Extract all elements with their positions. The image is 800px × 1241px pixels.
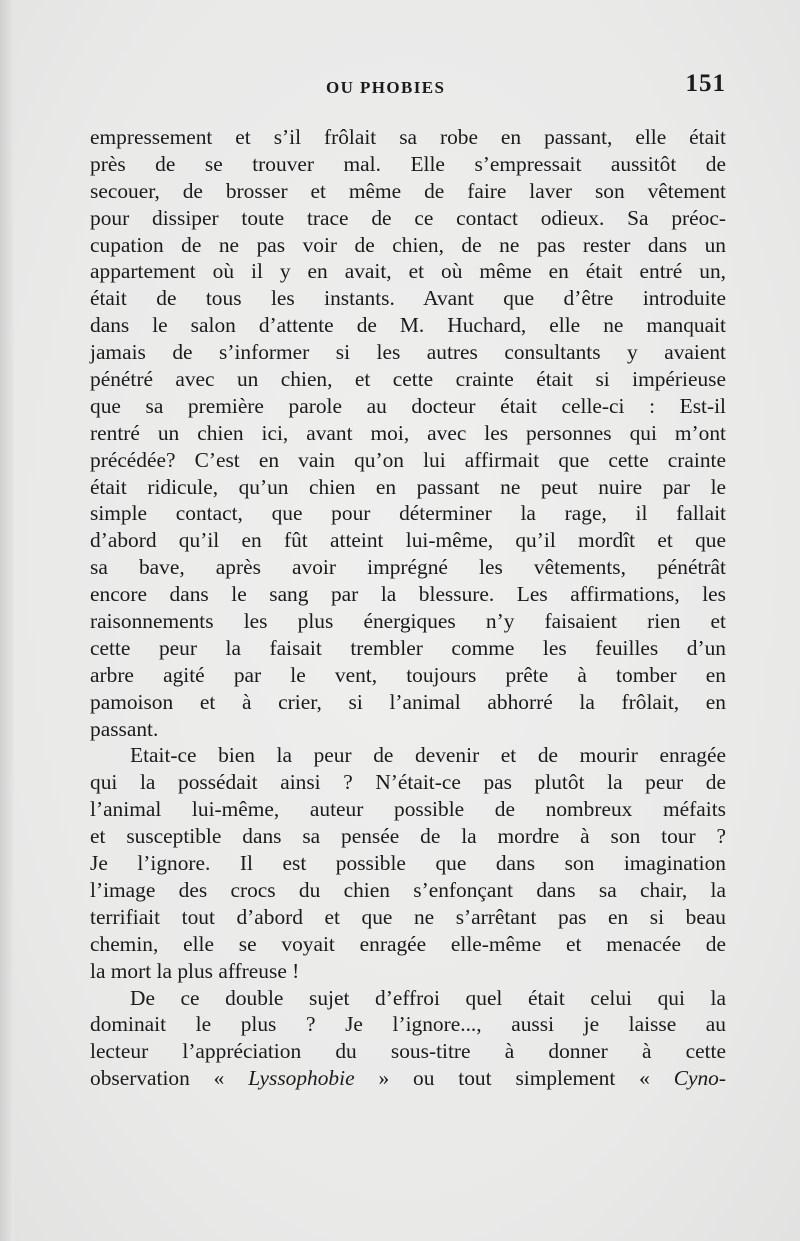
text-line: Je l’ignore. Il est possible que dans son imagination (90, 851, 726, 876)
text-line: terrifiait tout d’abord et que ne s’arrêtant pas en si beau (90, 904, 726, 929)
text-line: Etait-ce bien la peur de devenir et de mourir enragée (130, 743, 726, 768)
text-line: pamoison et à crier, si l’animal abhorré la frôlait, en (90, 689, 726, 714)
text-line: cupation de ne pas voir de chien, de ne pas rester dans un (90, 232, 726, 257)
text-line: lecteur l’appréciation du sous-titre à donner à cette (90, 1039, 726, 1064)
text-line: rentré un chien ici, avant moi, avec les personnes qui m’ont (90, 420, 726, 445)
text-line: précédée? C’est en vain qu’on lui affirmait que cette crainte (90, 447, 726, 472)
text-line: arbre agité par le vent, toujours prête à tomber en (90, 662, 726, 687)
text-line: pénétré avec un chien, et cette crainte était si impérieuse (90, 367, 726, 392)
text-line: l’image des crocs du chien s’enfonçant dans sa chair, la (90, 877, 726, 902)
text-line: était de tous les instants. Avant que d’être introduite (90, 286, 726, 311)
text-line: qui la possédait ainsi ? N’était-ce pas plutôt la peur de (90, 770, 726, 795)
text-line: sa bave, après avoir imprégné les vêtements, pénétrât (90, 555, 726, 580)
text-line-final (90, 1065, 726, 1092)
text-line: cette peur la faisait trembler comme les feuilles d’un (90, 635, 726, 660)
body-text (90, 124, 726, 1092)
text-line: De ce double sujet d’effroi quel était celui qui la (130, 985, 726, 1010)
text-segment: observation « (90, 1066, 249, 1091)
page-gutter-shadow (0, 0, 14, 1241)
text-line: d’abord qu’il en fût atteint lui-même, qu’il mordît et que (90, 528, 726, 553)
text-line: dans le salon d’attente de M. Huchard, elle ne manquait (90, 313, 726, 338)
text-line: jamais de s’informer si les autres consultants y avaient (90, 340, 726, 365)
text-line: que sa première parole au docteur était celle-ci : Est-il (90, 393, 726, 418)
text-line: pour dissiper toute trace de ce contact odieux. Sa préoc- (90, 205, 726, 230)
text-line: empressement et s’il frôlait sa robe en passant, elle était (90, 125, 726, 149)
text-line: simple contact, que pour déterminer la rage, il fallait (90, 501, 726, 526)
text-line: chemin, elle se voyait enragée elle-même et menacée de (90, 931, 726, 956)
text-line: secouer, de brosser et même de faire laver son vêtement (90, 178, 726, 203)
text-line: raisonnements les plus énergiques n’y faisaient rien et (90, 609, 726, 634)
page-header (90, 70, 726, 104)
text-line: passant. (90, 716, 159, 741)
text-line: dominait le plus ? Je l’ignore..., aussi je laisse au (90, 1012, 726, 1037)
page-number: 151 (685, 70, 726, 97)
text-line: encore dans le sang par la blessure. Les affirmations, les (90, 582, 726, 607)
italic-term: Lyssophobie (248, 1066, 355, 1091)
running-head: OU PHOBIES (326, 78, 446, 97)
text-line: la mort la plus affreuse ! (90, 958, 300, 983)
text-line: près de se trouver mal. Elle s’empressait aussitôt de (90, 151, 726, 176)
text-line: appartement où il y en avait, et où même en était entré un, (90, 259, 726, 284)
text-segment: » ou tout simplement « (354, 1066, 674, 1091)
text-line: était ridicule, qu’un chien en passant ne peut nuire par le (90, 474, 726, 499)
text-line: et susceptible dans sa pensée de la mordre à son tour ? (90, 824, 726, 849)
text-line: l’animal lui-même, auteur possible de nombreux méfaits (90, 797, 726, 822)
italic-term: Cyno- (673, 1066, 726, 1091)
